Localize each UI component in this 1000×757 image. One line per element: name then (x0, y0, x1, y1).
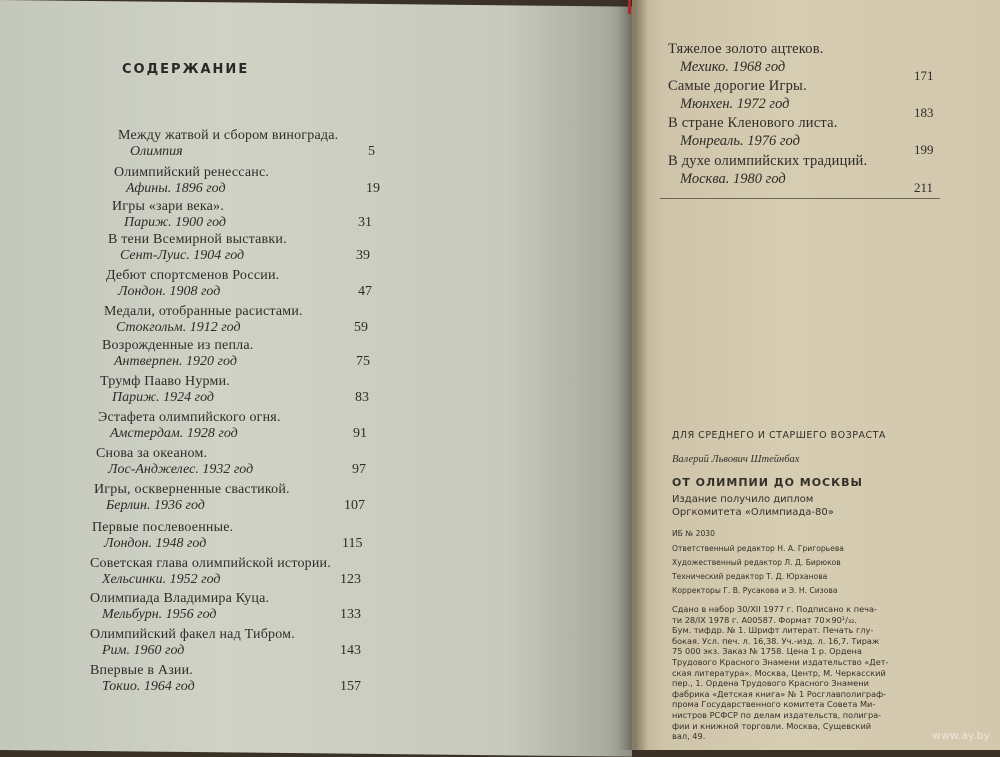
toc-entry-place: Монреаль. 1976 год (680, 133, 800, 149)
toc-entry-place: Токио. 1964 год (102, 679, 195, 694)
toc-entry-title: Эстафета олимпийского огня. (98, 410, 281, 425)
toc-entry-page: 31 (358, 215, 372, 230)
toc-entry-page: 39 (356, 248, 370, 263)
toc-entry-place: Лондон. 1948 год (104, 536, 207, 551)
toc-entry (94, 482, 494, 514)
toc-entry-title: Трумф Пааво Нурми. (100, 374, 230, 389)
toc-entry (90, 556, 490, 588)
toc-entry-place: Рим. 1960 год (102, 643, 185, 658)
imprint-proofreaders: Корректоры Г. В. Русакова и Э. Н. Сизова (672, 586, 838, 595)
toc-entry-page: 47 (358, 284, 372, 299)
toc-entry (90, 627, 490, 659)
imprint-tech-line: ская литература». Москва, Центр, М. Черкасский (672, 667, 886, 678)
toc-entry-place: Париж. 1924 год (112, 390, 214, 405)
imprint-tech-details (672, 604, 888, 742)
toc-entry-page: 107 (344, 498, 365, 513)
toc-entry-page: 115 (342, 536, 363, 551)
toc-entry-page: 59 (354, 320, 368, 335)
toc-entry (114, 165, 514, 197)
toc-entry-title: В стране Кленового листа. (668, 115, 838, 131)
imprint-tech-line: Бум. тифдр. № 1. Шрифт литерат. Печать глу- (672, 625, 874, 636)
toc-entry (90, 591, 490, 623)
imprint-tech-line: пер., 1. Ордена Трудового Красного Знамени (672, 678, 869, 689)
toc-entry-page: 211 (914, 180, 934, 195)
toc-entry-page: 19 (366, 181, 380, 196)
toc-entry-page: 133 (340, 607, 361, 622)
toc-entry (92, 520, 492, 552)
toc-entry-place: Лос-Анджелес. 1932 год (108, 462, 254, 477)
toc-entry-place: Антверпен. 1920 год (114, 354, 237, 369)
toc-entry (102, 338, 502, 370)
imprint-tech-line: нистров РСФСР по делам издательств, полигра- (672, 709, 882, 720)
imprint-editor: Ответственный редактор Н. А. Григорьева (672, 544, 844, 553)
imprint-tech-line: фии и книжной торговли. Москва, Сущевский (672, 720, 872, 731)
toc-entry-page: 5 (368, 144, 375, 159)
toc-entry-place: Сент-Луис. 1904 год (120, 248, 245, 263)
imprint-tech-line: вал, 49. (672, 731, 706, 742)
toc-entry (112, 199, 512, 231)
toc-entry-place: Мельбурн. 1956 год (102, 607, 217, 622)
imprint-tech-line: 75 000 экз. Заказ № 1758. Цена 1 р. Ордена (672, 646, 862, 657)
toc-entry (118, 128, 518, 160)
imprint-tech-line: фабрика «Детская книга» № 1 Росглавполиграф- (672, 688, 887, 699)
imprint-author: Валерий Львович Штейнбах (672, 454, 800, 465)
contents-heading: СОДЕРЖАНИЕ (122, 62, 250, 77)
toc-entry-place: Лондон. 1908 год (118, 284, 221, 299)
toc-entry-page: 123 (340, 572, 361, 587)
toc-entry (100, 374, 500, 406)
imprint-ib-number: ИБ № 2030 (672, 529, 715, 538)
imprint-tech-line: бокая. Усл. печ. л. 16,38. Уч.-изд. л. 16,7. Тираж (672, 635, 880, 646)
toc-entry-page: 157 (340, 679, 361, 694)
toc-entry-page: 97 (352, 462, 366, 477)
toc-entry (90, 663, 490, 695)
toc-entry-place: Олимпия (130, 144, 183, 159)
imprint-tech-line: Трудового Красного Знамени издательство «Дет- (672, 656, 889, 667)
toc-entry-title: Олимпийский факел над Тибром. (90, 627, 295, 642)
imprint-tech-line: Сдано в набор 30/XII 1977 г. Подписано к печа- (672, 604, 877, 614)
toc-entry-place: Париж. 1900 год (124, 215, 226, 230)
imprint-art-editor: Художественный редактор Л. Д. Бирюков (672, 558, 841, 567)
toc-entry-place: Амстердам. 1928 год (110, 426, 238, 441)
toc-entry-place: Мехико. 1968 год (680, 59, 786, 75)
imprint-book-title: ОТ ОЛИМПИИ ДО МОСКВЫ (672, 476, 863, 489)
toc-entry (98, 410, 498, 442)
toc-entry-title: Самые дорогие Игры. (668, 78, 807, 94)
toc-entry-title: Игры, оскверненные свастикой. (94, 482, 290, 497)
toc-entry-title: Дебют спортсменов России. (106, 268, 280, 283)
toc-entry-title: В тени Всемирной выставки. (108, 232, 287, 247)
toc-entry-place: Хельсинки. 1952 год (102, 572, 221, 587)
toc-entry-place: Берлин. 1936 год (106, 498, 205, 513)
imprint-award-line-2: Оргкомитета «Олимпиада-80» (672, 507, 834, 518)
watermark: www.ay.by (931, 729, 990, 742)
toc-entry (104, 304, 504, 336)
toc-entry-place: Мюнхен. 1972 год (680, 96, 790, 112)
toc-entry-title: Тяжелое золото ацтеков. (668, 41, 824, 57)
toc-entry-title: Возрожденные из пепла. (102, 338, 254, 353)
toc-entry-page: 171 (914, 68, 934, 83)
toc-entry-page: 91 (353, 426, 367, 441)
toc-entry-title: Олимпиада Владимира Куца. (90, 591, 270, 606)
toc-entry (108, 232, 508, 264)
toc-entry-title: Между жатвой и сбором винограда. (118, 128, 339, 143)
toc-entry-page: 183 (914, 105, 934, 120)
toc-entry-place: Афины. 1896 год (126, 181, 226, 196)
toc-entry-title: Медали, отобранные расистами. (104, 304, 303, 319)
toc-entry-page: 83 (355, 390, 369, 405)
toc-entry-title: Олимпийский ренессанс. (114, 165, 270, 180)
toc-entry-page: 143 (340, 643, 361, 658)
toc-entry-title: Впервые в Азии. (90, 663, 194, 678)
toc-entry-title: В духе олимпийских традиций. (668, 153, 868, 169)
toc-entry-page: 199 (914, 142, 934, 157)
imprint-tech-line: прома Государственного комитета Совета Ми- (672, 699, 876, 710)
toc-entry-title: Снова за океаном. (96, 446, 208, 461)
toc-entry-title: Первые послевоенные. (92, 520, 234, 535)
toc-entry (96, 446, 496, 478)
toc-entry-title: Советская глава олимпийской истории. (90, 556, 331, 571)
toc-entry-place: Стокгольм. 1912 год (116, 320, 241, 335)
imprint-audience: ДЛЯ СРЕДНЕГО И СТАРШЕГО ВОЗРАСТА (672, 430, 886, 441)
toc-entry-title: Игры «зари века». (112, 199, 224, 214)
imprint-award-line-1: Издание получило диплом (672, 494, 814, 505)
toc-entry-page: 75 (356, 354, 370, 369)
toc-entry-place: Москва. 1980 год (680, 171, 786, 187)
divider-rule (660, 198, 940, 199)
imprint-tech-editor: Технический редактор Т. Д. Юрханова (672, 572, 828, 581)
toc-entry (106, 268, 506, 300)
imprint-tech-line: ти 28/IX 1978 г. А00587. Формат 70×90¹/₃₂. (672, 614, 858, 625)
